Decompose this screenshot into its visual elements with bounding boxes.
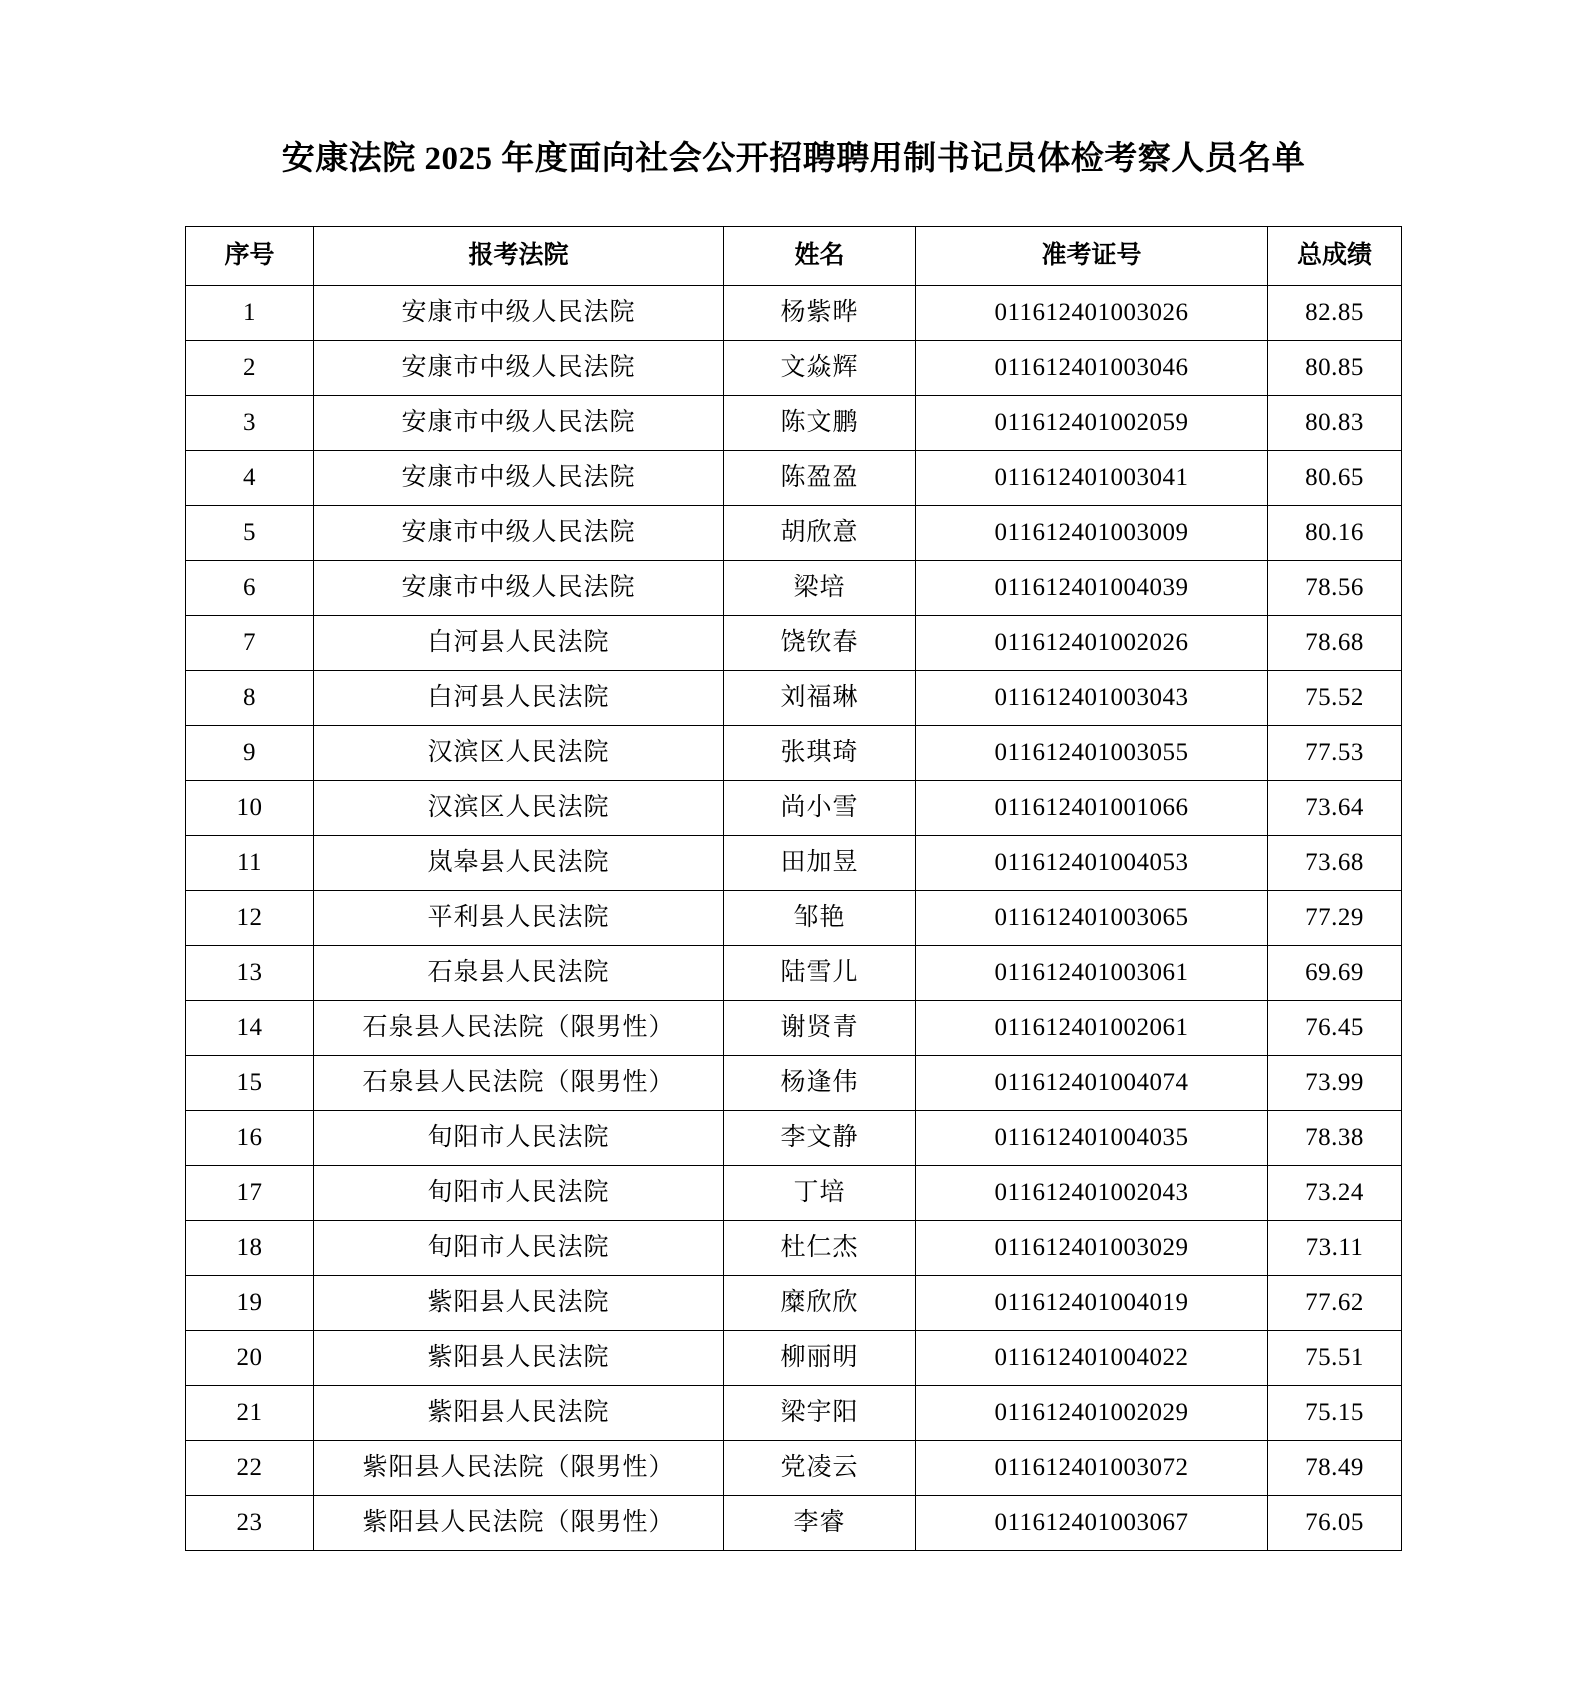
column-header-admission-number: 准考证号 bbox=[916, 226, 1268, 285]
cell-admission-number: 011612401003043 bbox=[916, 670, 1268, 725]
table-row bbox=[186, 1495, 1402, 1550]
cell-admission-number: 011612401004019 bbox=[916, 1275, 1268, 1330]
cell-court: 安康市中级人民法院 bbox=[314, 395, 724, 450]
cell-index: 23 bbox=[186, 1495, 314, 1550]
column-header-index: 序号 bbox=[186, 226, 314, 285]
cell-total-score: 73.64 bbox=[1268, 780, 1402, 835]
cell-index: 12 bbox=[186, 890, 314, 945]
cell-admission-number: 011612401004035 bbox=[916, 1110, 1268, 1165]
cell-name: 柳丽明 bbox=[724, 1330, 916, 1385]
cell-total-score: 76.05 bbox=[1268, 1495, 1402, 1550]
cell-court: 紫阳县人民法院 bbox=[314, 1385, 724, 1440]
table-row bbox=[186, 835, 1402, 890]
cell-total-score: 73.24 bbox=[1268, 1165, 1402, 1220]
cell-total-score: 77.53 bbox=[1268, 725, 1402, 780]
cell-name: 李睿 bbox=[724, 1495, 916, 1550]
cell-admission-number: 011612401002029 bbox=[916, 1385, 1268, 1440]
table-row bbox=[186, 1110, 1402, 1165]
cell-index: 18 bbox=[186, 1220, 314, 1275]
cell-total-score: 76.45 bbox=[1268, 1000, 1402, 1055]
cell-court: 平利县人民法院 bbox=[314, 890, 724, 945]
cell-name: 刘福琳 bbox=[724, 670, 916, 725]
cell-name: 糜欣欣 bbox=[724, 1275, 916, 1330]
cell-index: 22 bbox=[186, 1440, 314, 1495]
cell-admission-number: 011612401003009 bbox=[916, 505, 1268, 560]
cell-court: 紫阳县人民法院（限男性） bbox=[314, 1495, 724, 1550]
cell-admission-number: 011612401003041 bbox=[916, 450, 1268, 505]
cell-court: 安康市中级人民法院 bbox=[314, 450, 724, 505]
cell-court: 白河县人民法院 bbox=[314, 670, 724, 725]
cell-name: 陆雪儿 bbox=[724, 945, 916, 1000]
cell-court: 安康市中级人民法院 bbox=[314, 285, 724, 340]
cell-total-score: 73.11 bbox=[1268, 1220, 1402, 1275]
cell-total-score: 78.49 bbox=[1268, 1440, 1402, 1495]
table-row bbox=[186, 1385, 1402, 1440]
table-header bbox=[186, 226, 1402, 285]
cell-admission-number: 011612401003029 bbox=[916, 1220, 1268, 1275]
cell-total-score: 73.99 bbox=[1268, 1055, 1402, 1110]
cell-index: 10 bbox=[186, 780, 314, 835]
cell-name: 丁培 bbox=[724, 1165, 916, 1220]
cell-total-score: 80.85 bbox=[1268, 340, 1402, 395]
table-row bbox=[186, 945, 1402, 1000]
cell-total-score: 78.56 bbox=[1268, 560, 1402, 615]
cell-admission-number: 011612401001066 bbox=[916, 780, 1268, 835]
column-header-court: 报考法院 bbox=[314, 226, 724, 285]
cell-name: 田加昱 bbox=[724, 835, 916, 890]
table-row bbox=[186, 725, 1402, 780]
cell-index: 9 bbox=[186, 725, 314, 780]
cell-court: 紫阳县人民法院 bbox=[314, 1275, 724, 1330]
cell-index: 6 bbox=[186, 560, 314, 615]
cell-admission-number: 011612401002061 bbox=[916, 1000, 1268, 1055]
page-title: 安康法院 2025 年度面向社会公开招聘聘用制书记员体检考察人员名单 bbox=[281, 141, 1306, 177]
table-row bbox=[186, 1165, 1402, 1220]
cell-name: 陈文鹏 bbox=[724, 395, 916, 450]
cell-admission-number: 011612401002043 bbox=[916, 1165, 1268, 1220]
cell-court: 汉滨区人民法院 bbox=[314, 725, 724, 780]
cell-court: 安康市中级人民法院 bbox=[314, 560, 724, 615]
cell-name: 杨紫晔 bbox=[724, 285, 916, 340]
cell-name: 梁培 bbox=[724, 560, 916, 615]
cell-name: 张琪琦 bbox=[724, 725, 916, 780]
table-row bbox=[186, 670, 1402, 725]
cell-admission-number: 011612401004022 bbox=[916, 1330, 1268, 1385]
table-row bbox=[186, 505, 1402, 560]
cell-total-score: 77.29 bbox=[1268, 890, 1402, 945]
cell-index: 17 bbox=[186, 1165, 314, 1220]
roster-table bbox=[185, 226, 1402, 1551]
cell-court: 安康市中级人民法院 bbox=[314, 340, 724, 395]
cell-court: 汉滨区人民法院 bbox=[314, 780, 724, 835]
cell-admission-number: 011612401002059 bbox=[916, 395, 1268, 450]
cell-name: 尚小雪 bbox=[724, 780, 916, 835]
cell-name: 杜仁杰 bbox=[724, 1220, 916, 1275]
cell-admission-number: 011612401003067 bbox=[916, 1495, 1268, 1550]
cell-name: 李文静 bbox=[724, 1110, 916, 1165]
cell-admission-number: 011612401003046 bbox=[916, 340, 1268, 395]
cell-total-score: 73.68 bbox=[1268, 835, 1402, 890]
cell-admission-number: 011612401003061 bbox=[916, 945, 1268, 1000]
cell-index: 4 bbox=[186, 450, 314, 505]
table-row bbox=[186, 285, 1402, 340]
cell-name: 邹艳 bbox=[724, 890, 916, 945]
column-header-total-score: 总成绩 bbox=[1268, 226, 1402, 285]
cell-index: 11 bbox=[186, 835, 314, 890]
cell-total-score: 80.83 bbox=[1268, 395, 1402, 450]
cell-index: 16 bbox=[186, 1110, 314, 1165]
table-row bbox=[186, 615, 1402, 670]
cell-index: 1 bbox=[186, 285, 314, 340]
cell-total-score: 80.16 bbox=[1268, 505, 1402, 560]
cell-total-score: 78.68 bbox=[1268, 615, 1402, 670]
cell-total-score: 75.51 bbox=[1268, 1330, 1402, 1385]
cell-court: 旬阳市人民法院 bbox=[314, 1110, 724, 1165]
cell-court: 石泉县人民法院（限男性） bbox=[314, 1055, 724, 1110]
cell-index: 7 bbox=[186, 615, 314, 670]
table-header-row bbox=[186, 226, 1402, 285]
cell-index: 13 bbox=[186, 945, 314, 1000]
cell-index: 2 bbox=[186, 340, 314, 395]
cell-admission-number: 011612401003065 bbox=[916, 890, 1268, 945]
cell-name: 文焱辉 bbox=[724, 340, 916, 395]
cell-name: 谢贤青 bbox=[724, 1000, 916, 1055]
cell-admission-number: 011612401002026 bbox=[916, 615, 1268, 670]
cell-court: 旬阳市人民法院 bbox=[314, 1220, 724, 1275]
column-header-name: 姓名 bbox=[724, 226, 916, 285]
cell-admission-number: 011612401004039 bbox=[916, 560, 1268, 615]
cell-court: 石泉县人民法院（限男性） bbox=[314, 1000, 724, 1055]
cell-name: 杨逢伟 bbox=[724, 1055, 916, 1110]
cell-name: 胡欣意 bbox=[724, 505, 916, 560]
table-row bbox=[186, 1055, 1402, 1110]
table-row bbox=[186, 560, 1402, 615]
table-row bbox=[186, 450, 1402, 505]
cell-name: 陈盈盈 bbox=[724, 450, 916, 505]
cell-total-score: 82.85 bbox=[1268, 285, 1402, 340]
cell-admission-number: 011612401004074 bbox=[916, 1055, 1268, 1110]
roster-table-container bbox=[0, 226, 1587, 1551]
cell-court: 紫阳县人民法院 bbox=[314, 1330, 724, 1385]
table-row bbox=[186, 1440, 1402, 1495]
cell-admission-number: 011612401003026 bbox=[916, 285, 1268, 340]
cell-total-score: 75.15 bbox=[1268, 1385, 1402, 1440]
table-row bbox=[186, 340, 1402, 395]
cell-index: 14 bbox=[186, 1000, 314, 1055]
cell-total-score: 77.62 bbox=[1268, 1275, 1402, 1330]
cell-court: 白河县人民法院 bbox=[314, 615, 724, 670]
cell-total-score: 75.52 bbox=[1268, 670, 1402, 725]
cell-index: 8 bbox=[186, 670, 314, 725]
cell-admission-number: 011612401003072 bbox=[916, 1440, 1268, 1495]
cell-name: 梁宇阳 bbox=[724, 1385, 916, 1440]
cell-index: 3 bbox=[186, 395, 314, 450]
cell-total-score: 78.38 bbox=[1268, 1110, 1402, 1165]
cell-index: 15 bbox=[186, 1055, 314, 1110]
cell-index: 5 bbox=[186, 505, 314, 560]
cell-index: 20 bbox=[186, 1330, 314, 1385]
table-row bbox=[186, 395, 1402, 450]
cell-court: 紫阳县人民法院（限男性） bbox=[314, 1440, 724, 1495]
cell-name: 饶钦春 bbox=[724, 615, 916, 670]
cell-total-score: 69.69 bbox=[1268, 945, 1402, 1000]
cell-admission-number: 011612401003055 bbox=[916, 725, 1268, 780]
cell-admission-number: 011612401004053 bbox=[916, 835, 1268, 890]
table-row bbox=[186, 780, 1402, 835]
cell-index: 19 bbox=[186, 1275, 314, 1330]
cell-court: 安康市中级人民法院 bbox=[314, 505, 724, 560]
table-row bbox=[186, 890, 1402, 945]
cell-court: 岚皋县人民法院 bbox=[314, 835, 724, 890]
table-row bbox=[186, 1220, 1402, 1275]
table-body bbox=[186, 285, 1402, 1550]
cell-court: 石泉县人民法院 bbox=[314, 945, 724, 1000]
cell-name: 党凌云 bbox=[724, 1440, 916, 1495]
table-row bbox=[186, 1000, 1402, 1055]
cell-court: 旬阳市人民法院 bbox=[314, 1165, 724, 1220]
table-row bbox=[186, 1275, 1402, 1330]
cell-total-score: 80.65 bbox=[1268, 450, 1402, 505]
table-row bbox=[186, 1330, 1402, 1385]
cell-index: 21 bbox=[186, 1385, 314, 1440]
